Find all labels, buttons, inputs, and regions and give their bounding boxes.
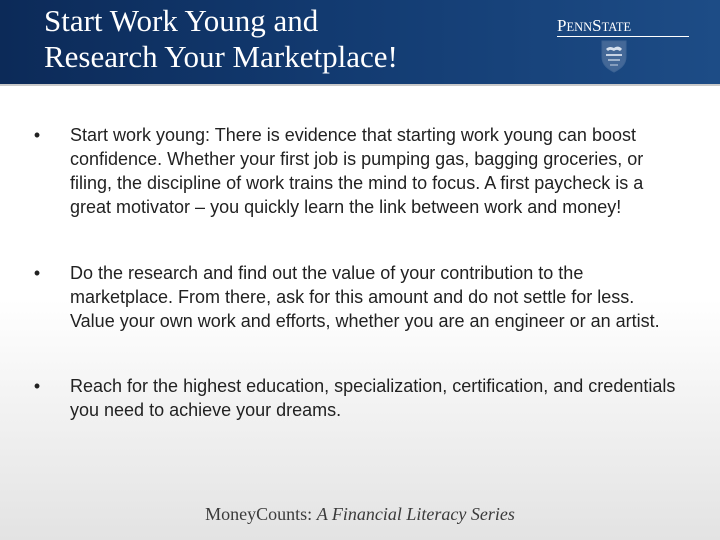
footer-series: A Financial Literacy Series <box>316 504 515 524</box>
slide-header <box>0 0 720 86</box>
bullet-item <box>30 261 680 333</box>
logo-letters-enn: ENN <box>566 20 593 34</box>
bullet-mark: • <box>33 376 41 396</box>
bullet-item <box>30 374 680 422</box>
slide-footer <box>0 502 720 526</box>
title-line-2: Research Your Marketplace! <box>44 39 398 74</box>
bullet-list <box>30 123 680 464</box>
penn-state-logo <box>557 16 689 76</box>
slide-title <box>44 3 504 75</box>
bullet-item <box>30 123 680 219</box>
footer-brand: MoneyCounts: <box>205 504 313 524</box>
title-line-1: Start Work Young and <box>44 3 319 38</box>
bullet-text: Do the research and find out the value of your contribution to the marketplace. From there, ask for this amount and do not settle for less. Value your own work and efforts, whether you are an engineer or an artist. <box>70 263 660 331</box>
bullet-mark: • <box>33 125 41 145</box>
penn-state-shield-icon <box>599 39 629 73</box>
bullet-mark: • <box>33 263 41 283</box>
bullet-text: Reach for the highest education, specialization, certification, and credentials you need to achieve your dreams. <box>70 376 676 420</box>
logo-letter-p: P <box>557 16 567 35</box>
logo-letter-s: S <box>592 16 602 35</box>
logo-letters-tate: TATE <box>601 20 632 34</box>
bullet-text: Start work young: There is evidence that starting work young can boost confidence. Whether your first job is pumping gas, bagging groceries, or filing, the discipline of work trains the mind to focus. A first paycheck is a great motivator – you quickly learn the link between work and money! <box>70 125 644 217</box>
logo-wordmark <box>557 16 631 37</box>
logo-rule <box>557 36 689 37</box>
